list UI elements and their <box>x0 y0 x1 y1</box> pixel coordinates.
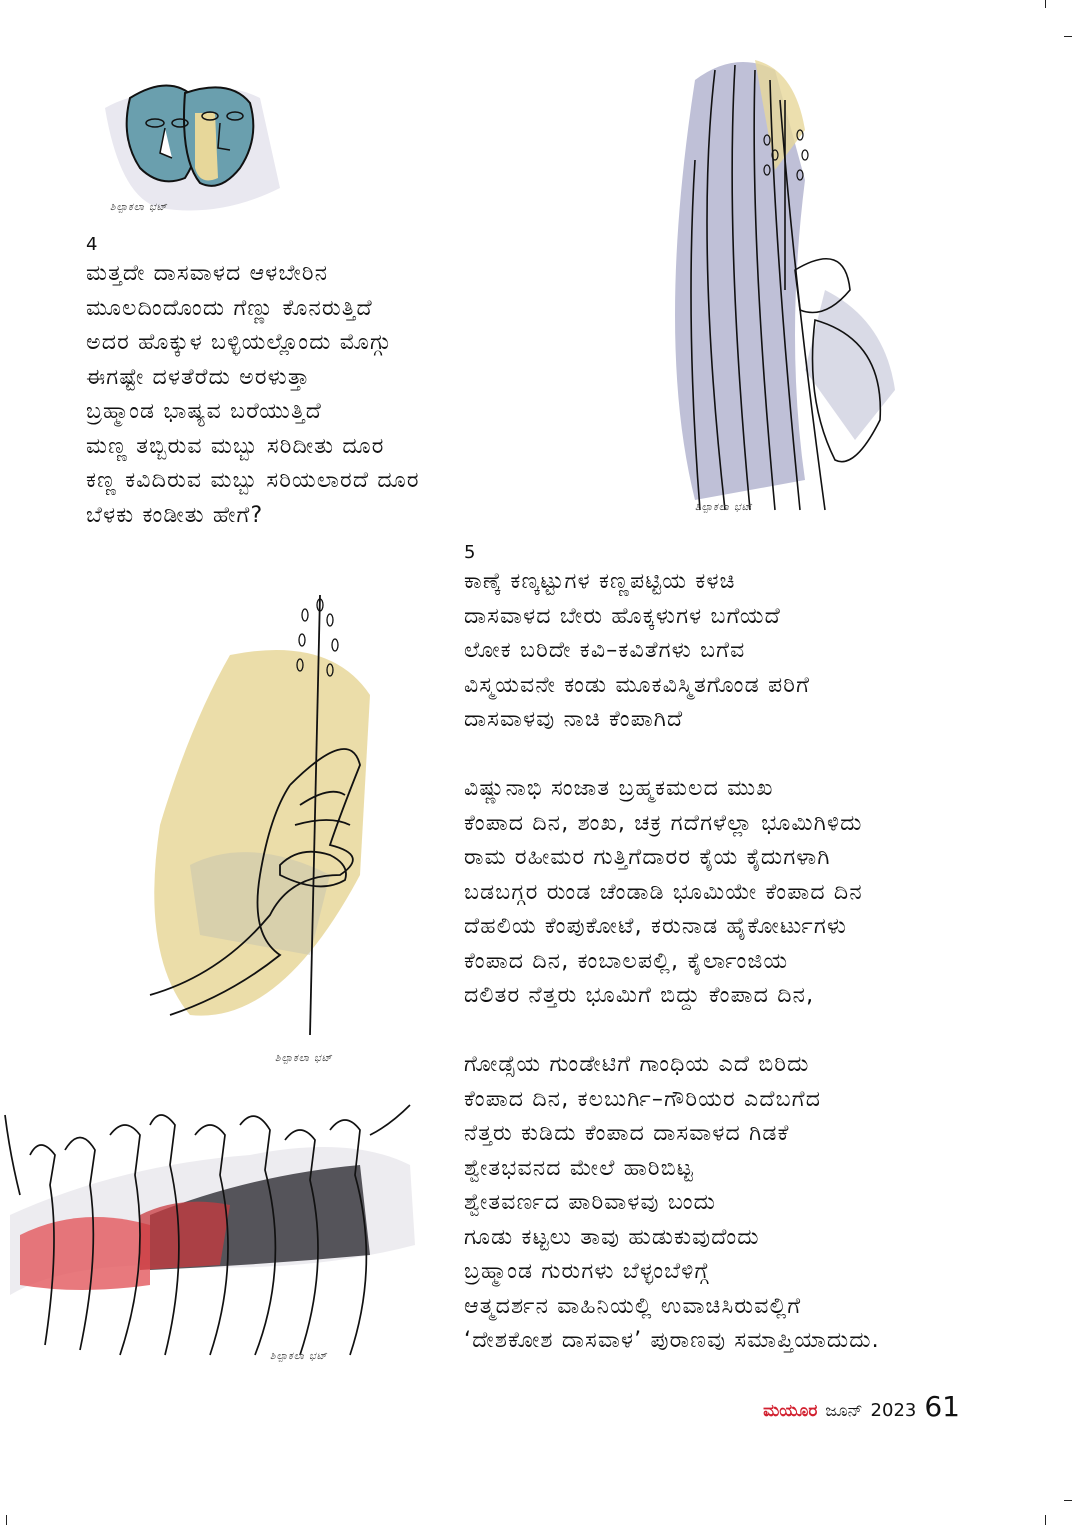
poem-line: ನೆತ್ತರು ಕುಡಿದು ಕೆಂಪಾದ ದಾಸವಾಳದ ಗಿಡಕೆ <box>464 1121 790 1146</box>
poem-line: ಕಾಣ್ಕೆ ಕಣ್ಕಟ್ಟುಗಳ ಕಣ್ಣಪಟ್ಟಿಯ ಕಳಚಿ <box>464 569 736 594</box>
poem-line: ಮಣ್ಣ ತಬ್ಬಿರುವ ಮಬ್ಬು ಸರಿದೀತು ದೂರ <box>86 433 385 459</box>
artist-signature: ಶಿಲ್ಪಾಕಲಾ ಭಟ್ <box>110 202 168 213</box>
crop-mark <box>1064 36 1072 37</box>
issue-year: 2023 <box>870 1400 917 1421</box>
crop-mark <box>1045 1515 1046 1525</box>
poem-line: ಆತ್ಮದರ್ಶನ ವಾಹಿನಿಯಲ್ಲಿ ಉವಾಚಿಸಿರುವಲ್ಲಿಗೆ <box>464 1293 802 1319</box>
page-number: 61 <box>924 1390 960 1423</box>
poem-line: ದಲಿತರ ನೆತ್ತರು ಭೂಮಿಗೆ ಬಿದ್ದು ಕೆಂಪಾದ ದಿನ, <box>464 983 815 1008</box>
poem-line: ಗೋಡ್ಸೆಯ ಗುಂಡೇಟಿಗೆ ಗಾಂಧಿಯ ಎದೆ ಬಿರಿದು <box>464 1052 810 1077</box>
stanza-number-4: 4 <box>86 234 98 255</box>
poem-line: ಅದರ ಹೊಕ್ಕುಳ ಬಳ್ಳಿಯಲ್ಲೊಂದು ಮೊಗ್ಗು <box>86 330 392 355</box>
page-footer <box>763 1390 960 1423</box>
poem-line: ಗೂಡು ಕಟ್ಟಲು ತಾವು ಹುಡುಕುವುದೆಂದು <box>464 1224 760 1250</box>
hand-stem-illustration <box>130 575 390 1065</box>
poem-line: ಮೂಲದಿಂದೊಂದು ಗೆಣ್ಣು ಕೊನರುತ್ತಿದೆ <box>86 295 373 321</box>
stanza-4 <box>86 257 420 533</box>
stanza-gap <box>464 738 880 773</box>
crop-mark <box>1045 0 1046 8</box>
poem-line: ಬ್ರಹ್ಮಾಂಡ ಗುರುಗಳು ಬೆಳ್ಳಂಬೆಳಿಗ್ಗೆ <box>464 1259 710 1284</box>
poem-line: ಕೆಂಪಾದ ದಿನ, ಕಲಬುರ್ಗಿ–ಗೌರಿಯರ ಎದೆಬಗೆದ <box>464 1086 822 1112</box>
stanza-number-5: 5 <box>464 542 476 563</box>
plant-leaves-illustration <box>655 40 905 520</box>
stanza-5 <box>464 565 880 1359</box>
crop-mark <box>6 1515 7 1525</box>
poem-line: ರಾಮ ರಹೀಮರ ಗುತ್ತಿಗೆದಾರರ ಕೈಯ ಕೈದುಗಳಾಗಿ <box>464 845 831 870</box>
poem-line: ಮತ್ತದೇ ದಾಸವಾಳದ ಆಳಬೇರಿನ <box>86 261 329 286</box>
artist-signature: ಶಿಲ್ಪಾಕಲಾ ಭಟ್ <box>695 502 753 513</box>
poem-line: ಬಡಬಗ್ಗರ ರುಂಡ ಚೆಂಡಾಡಿ ಭೂಮಿಯೇ ಕೆಂಪಾದ ದಿನ <box>464 879 863 905</box>
poem-line: ದಾಸವಾಳದ ಬೇರು ಹೊಕ್ಕಳುಗಳ ಬಗೆಯದೆ <box>464 603 781 629</box>
issue-month: ಜೂನ್ <box>825 1401 863 1421</box>
poem-line: ಕೆಂಪಾದ ದಿನ, ಕಂಬಾಲಪಲ್ಲಿ, ಕೈರ್ಲಾಂಜಿಯ <box>464 948 789 974</box>
poem-line: ‘ದೇಶಕೋಶ ದಾಸವಾಳ’ ಪುರಾಣವು ಸಮಾಪ್ತಿಯಾದುದು. <box>464 1328 880 1353</box>
poem-line: ವಿಸ್ಮಯವನೇ ಕಂಡು ಮೂಕವಿಸ್ಮಿತಗೊಂಡ ಪರಿಗೆ <box>464 672 811 698</box>
poem-line: ಬ್ರಹ್ಮಾಂಡ ಭಾಷ್ಯವ ಬರೆಯುತ್ತಿದೆ <box>86 399 323 424</box>
poem-line: ಲೋಕ ಬರಿದೇ ಕವಿ–ಕವಿತೆಗಳು ಬಗೆವ <box>464 638 746 663</box>
poem-line: ದೆಹಲಿಯ ಕೆಂಪುಕೋಟೆ, ಕರುನಾಡ ಹೈಕೋರ್ಟುಗಳು <box>464 914 848 939</box>
poem-line: ದಾಸವಾಳವು ನಾಚಿ ಕೆಂಪಾಗಿದೆ <box>464 707 684 732</box>
poem-line: ಶ್ವೇತವರ್ಣದ ಪಾರಿವಾಳವು ಬಂದು <box>464 1190 717 1215</box>
artist-signature: ಶಿಲ್ಪಾಕಲಾ ಭಟ್ <box>275 1053 333 1064</box>
faces-illustration <box>100 68 290 218</box>
poem-line: ವಿಷ್ಣುನಾಭಿ ಸಂಜಾತ ಬ್ರಹ್ಮಕಮಲದ ಮುಖ <box>464 776 774 801</box>
poem-line: ಕಣ್ಣ ಕವಿದಿರುವ ಮಬ್ಬು ಸರಿಯಲಾರದೆ ದೂರ <box>86 468 420 493</box>
crowd-illustration <box>0 1095 420 1375</box>
stanza-gap <box>464 1014 880 1049</box>
poem-line: ಶ್ವೇತಭವನದ ಮೇಲೆ ಹಾರಿಬಿಟ್ಟ <box>464 1155 694 1181</box>
poem-line: ಈಗಷ್ಟೇ ದಳತೆರೆದು ಅರಳುತ್ತಾ <box>86 364 311 390</box>
crop-mark <box>1064 1500 1072 1501</box>
magazine-logo: ಮಯೂರ <box>763 1401 818 1421</box>
artist-signature: ಶಿಲ್ಪಾಕಲಾ ಭಟ್ <box>270 1351 328 1362</box>
poem-line: ಬೆಳಕು ಕಂಡೀತು ಹೇಗೆ? <box>86 502 264 528</box>
poem-line: ಕೆಂಪಾದ ದಿನ, ಶಂಖ, ಚಕ್ರ ಗದೆಗಳೆಲ್ಲಾ ಭೂಮಿಗಿಳಿದು <box>464 810 863 836</box>
